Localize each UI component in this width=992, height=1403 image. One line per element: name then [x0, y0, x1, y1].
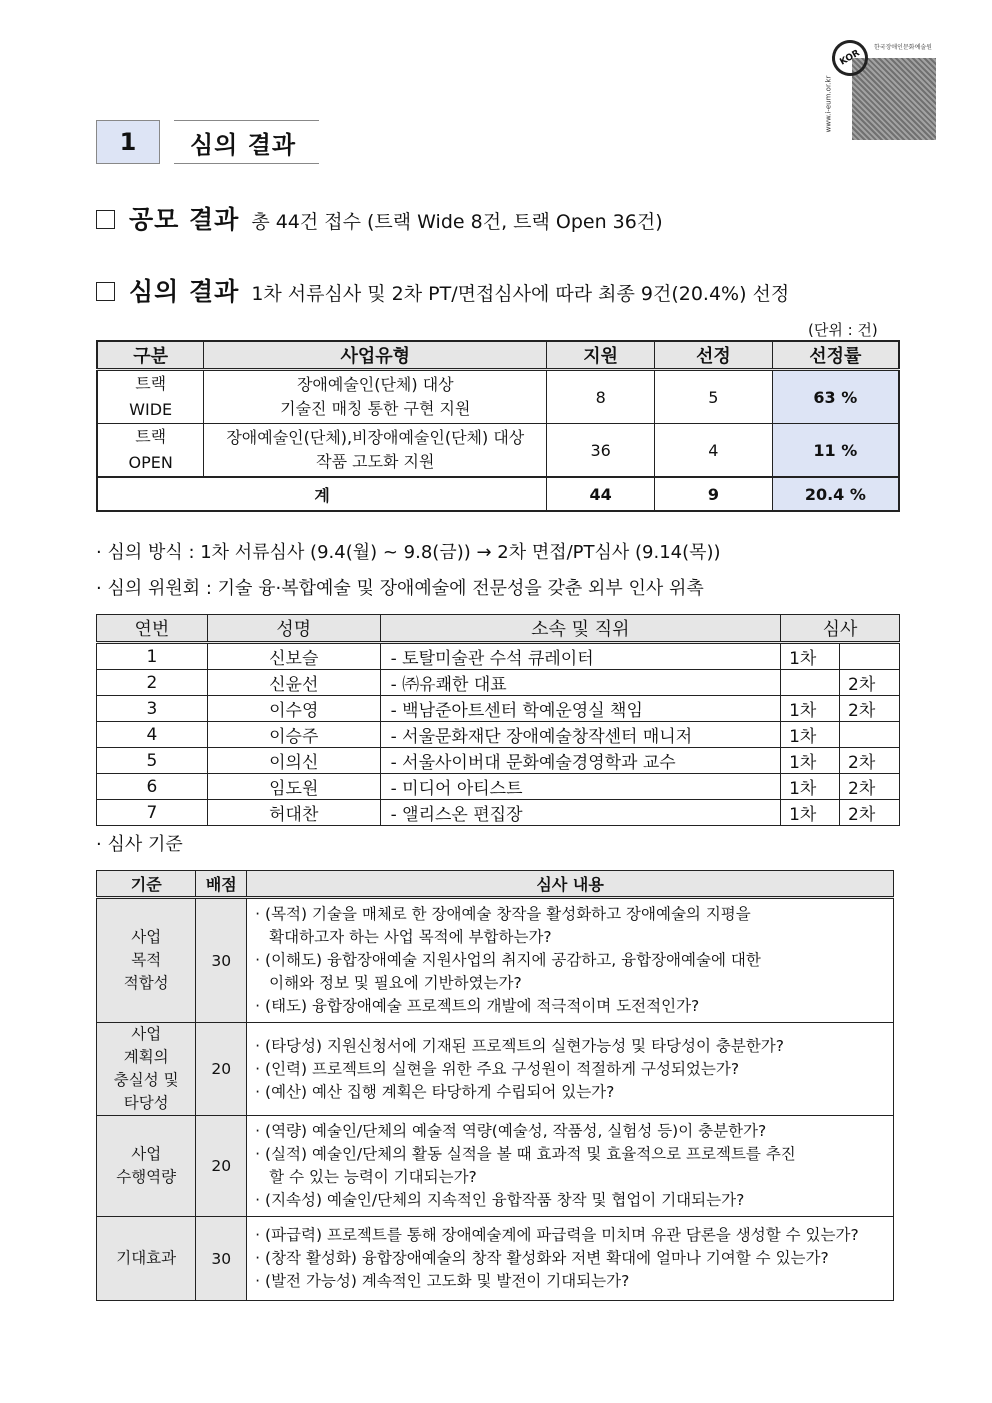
table-row: [97, 370, 899, 424]
round1-cell: 1차: [781, 800, 840, 826]
applied-cell: 8: [547, 370, 655, 424]
rate-cell: 63 %: [772, 370, 899, 424]
total-rate: 20.4 %: [772, 477, 899, 511]
round1-cell: 1차: [781, 696, 840, 722]
unit-label: (단위 : 건): [808, 321, 878, 339]
round1-cell: 1차: [781, 774, 840, 800]
table-row: [97, 1023, 894, 1116]
no-cell: 7: [97, 800, 208, 826]
affiliation-cell: - 서울문화재단 장애예술창작센터 매니저: [380, 722, 780, 748]
points-cell: 30: [196, 898, 247, 1023]
table-row: [97, 1217, 894, 1301]
round2-cell: 2차: [840, 670, 900, 696]
round1-cell: 1차: [781, 643, 840, 670]
kor-badge-icon: KOR: [825, 33, 874, 82]
header-affiliation: 소속 및 직위: [380, 615, 780, 643]
no-cell: 2: [97, 670, 208, 696]
points-cell: 20: [196, 1023, 247, 1116]
name-cell: 임도원: [207, 774, 380, 800]
criterion-cell: 사업 목적 적합성: [97, 898, 196, 1023]
round1-cell: [781, 670, 840, 696]
table-row: [97, 898, 894, 1023]
total-applied: 44: [547, 477, 655, 511]
review-committee: · 심의 위원회 : 기술 융·복합예술 및 장애예술에 전문성을 갖춘 외부 인사 위촉: [96, 578, 704, 599]
criterion-cell: 사업 수행역량: [97, 1116, 196, 1217]
name-cell: 허대찬: [207, 800, 380, 826]
no-cell: 6: [97, 774, 208, 800]
affiliation-cell: - 미디어 아티스트: [380, 774, 780, 800]
heading-title: 심의 결과: [129, 277, 240, 306]
table-header-row: [97, 871, 894, 898]
no-cell: 5: [97, 748, 208, 774]
selected-cell: 5: [655, 370, 773, 424]
checkbox-square-icon: [96, 282, 115, 301]
total-label: 계: [97, 477, 547, 511]
header-applied: 지원: [547, 341, 655, 370]
qr-code: [852, 58, 936, 140]
heading-application-results: [96, 200, 663, 236]
round2-cell: 2차: [840, 800, 900, 826]
points-cell: 20: [196, 1116, 247, 1217]
table-row: [97, 722, 900, 748]
selected-cell: 4: [655, 424, 773, 478]
checkbox-square-icon: [96, 210, 115, 229]
total-selected: 9: [655, 477, 773, 511]
header-type: 사업유형: [204, 341, 547, 370]
table-row: [97, 670, 900, 696]
content-cell: · (타당성) 지원신청서에 기재된 프로젝트의 실현가능성 및 타당성이 충분한가? · (인력) 프로젝트의 실현을 위한 주요 구성원이 적절하게 구성되었는가? · (예산) 예산 집행 계획은 타당하게 수립되어 있는가?: [247, 1023, 894, 1116]
content-cell: · (역량) 예술인/단체의 예술적 역량(예술성, 작품성, 실험성 등)이 충분한가? · (실적) 예술인/단체의 활동 실적을 볼 때 효과적 및 효율적으로 프로젝트를 추진 할 수 있는 능력이 기대되는가? · (지속성) 예술인/단체의 지속적인 융합작품 창작 및 협업이 기대되는가?: [247, 1116, 894, 1217]
round2-cell: [840, 722, 900, 748]
table-row: [97, 748, 900, 774]
round2-cell: 2차: [840, 696, 900, 722]
criterion-cell: 사업 계획의 충실성 및 타당성: [97, 1023, 196, 1116]
organization-logo: [824, 38, 940, 143]
review-method: · 심의 방식 : 1차 서류심사 (9.4(월) ~ 9.8(금)) → 2차 면접/PT심사 (9.14(목)): [96, 542, 721, 563]
name-cell: 이수영: [207, 696, 380, 722]
no-cell: 4: [97, 722, 208, 748]
section-number: 1: [96, 120, 160, 164]
content-cell: · (목적) 기술을 매체로 한 장애예술 창작을 활성화하고 장애예술의 지평을 확대하고자 하는 사업 목적에 부합하는가? · (이해도) 융합장애예술 지원사업의 취지에 공감하고, 융합장애예술에 대한 이해와 정보 및 필요에 기반하였는가? · (태도) 융합장애예술 프로젝트의 개발에 적극적이며 도전적인가?: [247, 898, 894, 1023]
round2-cell: 2차: [840, 774, 900, 800]
applied-cell: 36: [547, 424, 655, 478]
affiliation-cell: - ㈜유쾌한 대표: [380, 670, 780, 696]
table-row: [97, 800, 900, 826]
results-table: [96, 340, 900, 512]
heading-title: 공모 결과: [129, 205, 240, 234]
table-header-row: [97, 341, 899, 370]
header-no: 연번: [97, 615, 208, 643]
content-cell: · (파급력) 프로젝트를 통해 장애예술계에 파급력을 미치며 유관 담론을 생성할 수 있는가? · (창작 활성화) 융합장애예술의 창작 활성화와 저변 확대에 얼마나 기여할 수 있는가? · (발전 가능성) 계속적인 고도화 및 발전이 기대되는가?: [247, 1217, 894, 1301]
no-cell: 1: [97, 643, 208, 670]
committee-table: [96, 614, 900, 826]
type-cell: 장애예술인(단체),비장애예술인(단체) 대상 작품 고도화 지원: [204, 424, 547, 478]
header-name: 성명: [207, 615, 380, 643]
header-review: 심사: [781, 615, 900, 643]
table-row: [97, 424, 899, 478]
type-cell: 장애예술인(단체) 대상 기술진 매칭 통한 구현 지원: [204, 370, 547, 424]
heading-detail: 1차 서류심사 및 2차 PT/면접심사에 따라 최종 9건(20.4%) 선정: [251, 283, 790, 305]
round2-cell: 2차: [840, 748, 900, 774]
table-row: [97, 696, 900, 722]
header-category: 구분: [97, 341, 204, 370]
table-header-row: [97, 615, 900, 643]
header-selected: 선정: [655, 341, 773, 370]
organization-name: 한국장애인문화예술원: [874, 44, 932, 51]
track-cell: 트랙 WIDE: [97, 370, 204, 424]
organization-url: www.i-eum.or.kr: [824, 75, 833, 133]
header-points: 배점: [196, 871, 247, 898]
criterion-cell: 기대효과: [97, 1217, 196, 1301]
table-row: [97, 1116, 894, 1217]
round1-cell: 1차: [781, 722, 840, 748]
review-criteria-label: · 심사 기준: [96, 834, 183, 855]
affiliation-cell: - 백남준아트센터 학예운영실 책임: [380, 696, 780, 722]
name-cell: 이의신: [207, 748, 380, 774]
name-cell: 신윤선: [207, 670, 380, 696]
affiliation-cell: - 토탈미술관 수석 큐레이터: [380, 643, 780, 670]
table-row: [97, 643, 900, 670]
heading-detail: 총 44건 접수 (트랙 Wide 8건, 트랙 Open 36건): [251, 211, 663, 233]
section-title: 심의 결과: [174, 120, 319, 164]
header-content: 심사 내용: [247, 871, 894, 898]
points-cell: 30: [196, 1217, 247, 1301]
header-criterion: 기준: [97, 871, 196, 898]
total-row: [97, 477, 899, 511]
name-cell: 이승주: [207, 722, 380, 748]
affiliation-cell: - 앨리스온 편집장: [380, 800, 780, 826]
name-cell: 신보슬: [207, 643, 380, 670]
round1-cell: 1차: [781, 748, 840, 774]
header-rate: 선정률: [772, 341, 899, 370]
track-cell: 트랙 OPEN: [97, 424, 204, 478]
no-cell: 3: [97, 696, 208, 722]
rate-cell: 11 %: [772, 424, 899, 478]
affiliation-cell: - 서울사이버대 문화예술경영학과 교수: [380, 748, 780, 774]
table-row: [97, 774, 900, 800]
criteria-table: [96, 870, 894, 1301]
round2-cell: [840, 643, 900, 670]
heading-review-results: [96, 272, 789, 308]
